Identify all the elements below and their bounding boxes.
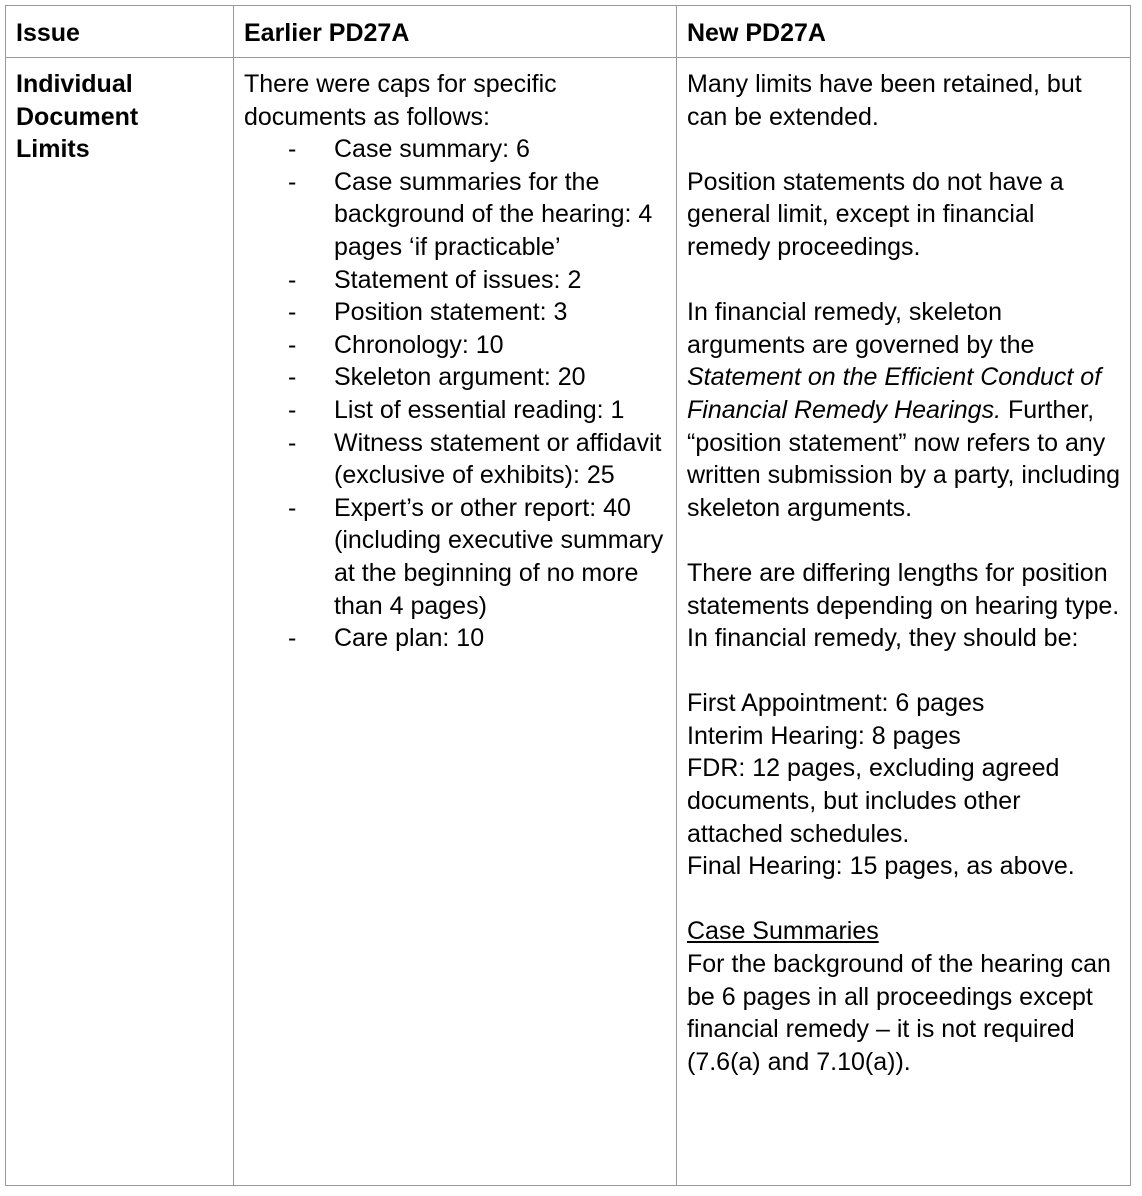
list-item: - Chronology: 10 xyxy=(288,330,504,359)
earlier-cell xyxy=(234,58,677,1186)
list-item: - Case summary: 6 xyxy=(288,135,530,164)
hearing-length-3: FDR: 12 pages, excluding agreed documents, but includes other attached schedules. xyxy=(687,754,1060,848)
new-paragraph-1: Many limits have been retained, but can be extended. xyxy=(687,70,1082,131)
hearing-length-1: First Appointment: 6 pages xyxy=(687,689,985,718)
header-new-pd27a: New PD27A xyxy=(677,6,1131,58)
list-item: - Witness statement or affidavit (exclusive of exhibits): 25 xyxy=(288,428,662,490)
case-summaries-heading: Case Summaries xyxy=(687,917,879,946)
comparison-table xyxy=(5,5,1131,1186)
hearing-length-4: Final Hearing: 15 pages, as above. xyxy=(687,852,1075,881)
list-item: - Expert’s or other report: 40 (including executive summary at the beginning of no more than 4 pages) xyxy=(288,493,664,620)
issue-cell xyxy=(6,58,234,1186)
earlier-caps-list xyxy=(244,133,668,655)
new-paragraph-3: In financial remedy, skeleton arguments are governed by the Statement on the Efficient Conduct of Financial Remedy Hearings. Further, “position statement” now refers to any written submission by a party, including skeleton arguments. xyxy=(687,298,1121,522)
list-item: - List of essential reading: 1 xyxy=(288,395,625,424)
list-item: - Case summaries for the background of the hearing: 4 pages ‘if practicable’ xyxy=(288,167,653,261)
list-item: - Statement of issues: 2 xyxy=(288,265,582,294)
hearing-length-2: Interim Hearing: 8 pages xyxy=(687,721,961,750)
case-summaries-text: For the background of the hearing can be 6 pages in all proceedings except financial remedy – it is not required (7.6(a) and 7.10(a)). xyxy=(687,950,1111,1076)
list-item: - Care plan: 10 xyxy=(288,624,485,653)
header-earlier-pd27a: Earlier PD27A xyxy=(234,6,677,58)
new-paragraph-2: Position statements do not have a general limit, except in financial remedy proceedings. xyxy=(687,167,1064,261)
issue-label: Individual Document Limits xyxy=(16,70,139,164)
new-paragraph-4: There are differing lengths for position statements depending on hearing type. In financial remedy, they should be: xyxy=(687,558,1120,653)
new-cell xyxy=(677,58,1131,1186)
list-item: - Position statement: 3 xyxy=(288,298,568,327)
statement-title: Statement on the Efficient Conduct of Financial Remedy Hearings. xyxy=(687,363,1102,424)
list-item: - Skeleton argument: 20 xyxy=(288,363,586,392)
table-row xyxy=(6,58,1131,1186)
header-row xyxy=(6,6,1131,58)
earlier-intro: There were caps for specific documents as follows: xyxy=(244,70,557,131)
header-issue: Issue xyxy=(6,6,234,58)
